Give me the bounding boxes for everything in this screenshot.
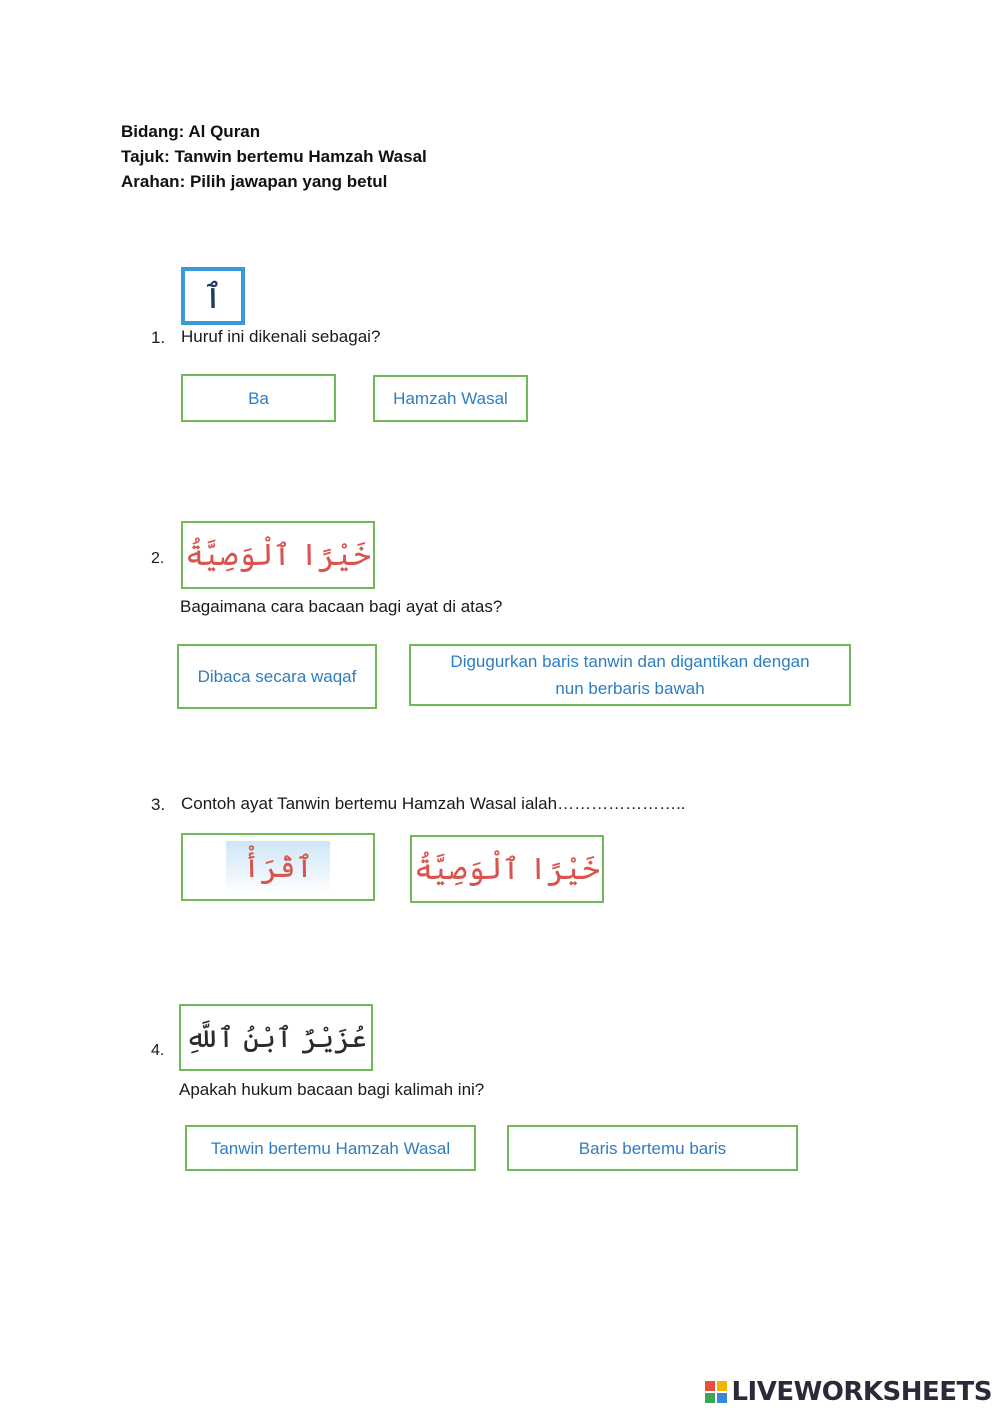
question-2-option-waqaf[interactable]: Dibaca secara waqaf xyxy=(177,644,377,709)
question-3-number: 3. xyxy=(151,795,166,814)
question-1-text: Huruf ini dikenali sebagai? xyxy=(181,327,381,346)
subject-line: Bidang: Al Quran xyxy=(121,122,261,141)
question-3-option-khairan[interactable] xyxy=(410,835,604,903)
question-1-option-ba[interactable]: Ba xyxy=(181,374,336,422)
question-1-number: 1. xyxy=(151,328,166,347)
question-4-arabic-image xyxy=(179,1004,373,1071)
liveworksheets-logo-icon xyxy=(705,1381,727,1403)
instruction-line: Arahan: Pilih jawapan yang betul xyxy=(121,172,388,191)
question-2-arabic-text: خَيْرًا ٱلْوَصِيَّةُ xyxy=(185,537,371,573)
khairan-arabic-text: خَيْرًا ٱلْوَصِيَّةُ xyxy=(414,851,600,887)
question-2-option-nun[interactable]: Digugurkan baris tanwin dan digantikan dengan nun berbaris bawah xyxy=(409,644,851,706)
question-4-option-baris[interactable]: Baris bertemu baris xyxy=(507,1125,798,1171)
topic-line: Tajuk: Tanwin bertemu Hamzah Wasal xyxy=(121,147,427,166)
question-1-option-hamzah-wasal[interactable]: Hamzah Wasal xyxy=(373,375,528,422)
question-3-option-iqra[interactable] xyxy=(181,833,375,901)
question-3-text: Contoh ayat Tanwin bertemu Hamzah Wasal ialah………………….. xyxy=(181,794,686,813)
question-4-text: Apakah hukum bacaan bagi kalimah ini? xyxy=(179,1080,485,1099)
iqra-image-background xyxy=(226,841,330,893)
iqra-arabic-text: ٱقْرَأْ xyxy=(242,849,314,885)
liveworksheets-logo xyxy=(705,1377,992,1407)
question-4-arabic-text: عُزَيْرٌ ٱبْنُ ٱللَّهِ xyxy=(185,1021,367,1054)
question-4-option-tanwin[interactable]: Tanwin bertemu Hamzah Wasal xyxy=(185,1125,476,1171)
hamzah-wasal-glyph: ٱ xyxy=(203,276,223,317)
question-2-number: 2. xyxy=(151,550,165,567)
question-2-text: Bagaimana cara bacaan bagi ayat di atas? xyxy=(180,597,503,616)
hamzah-wasal-image xyxy=(181,267,245,325)
liveworksheets-logo-text: LIVEWORKSHEETS xyxy=(731,1377,992,1407)
question-4-number: 4. xyxy=(151,1042,165,1059)
question-2-arabic-image xyxy=(181,521,375,589)
